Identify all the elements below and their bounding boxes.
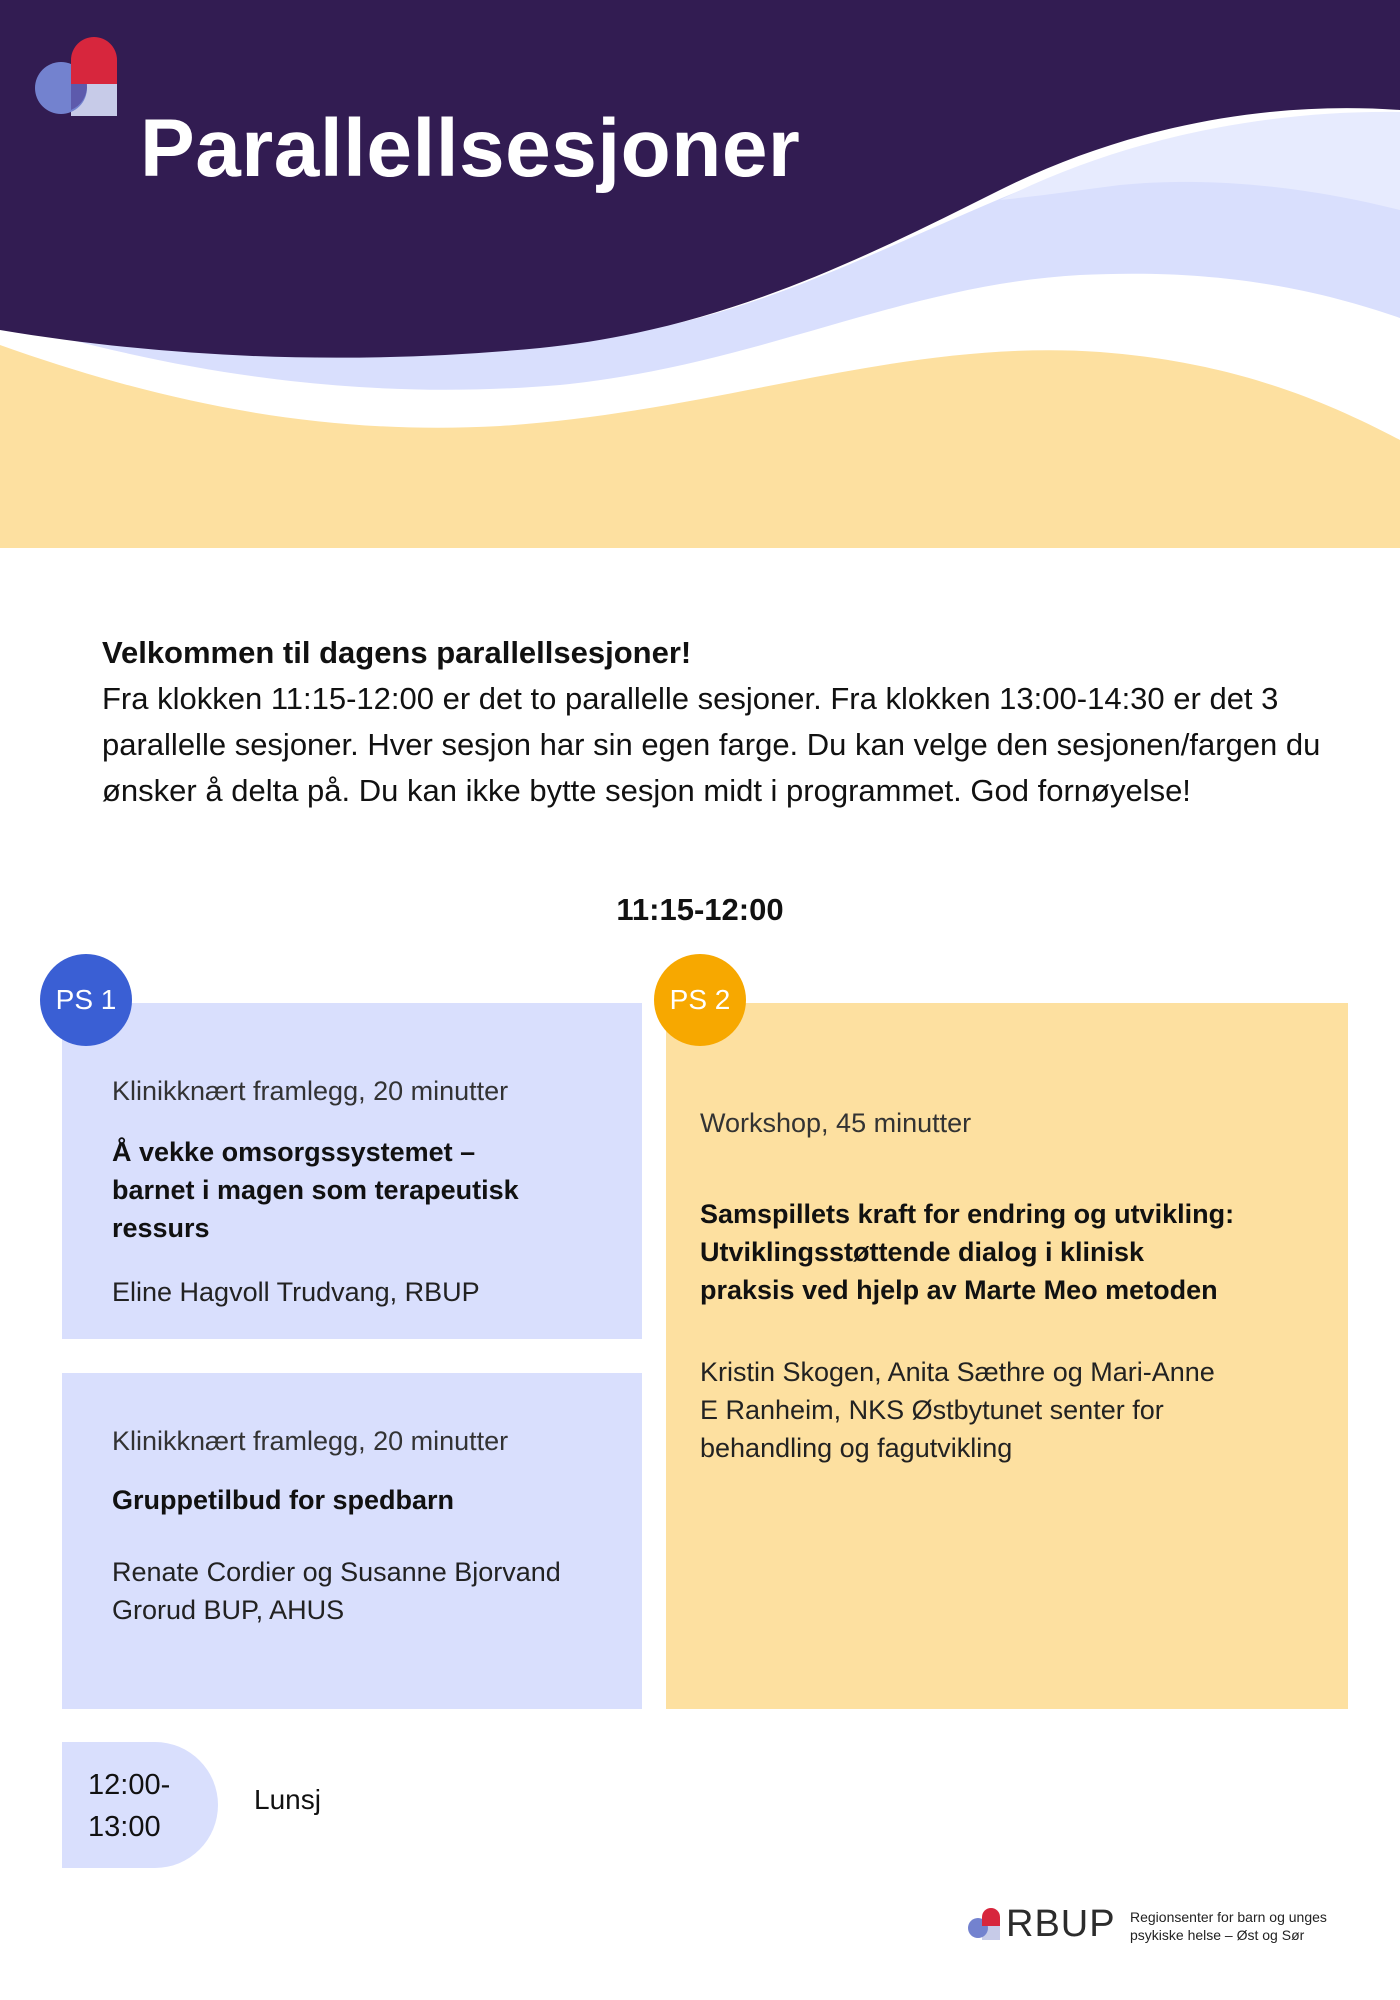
footer-tagline-line: psykiske helse – Øst og Sør xyxy=(1130,1927,1305,1943)
page-title: Parallellsesjoner xyxy=(140,103,801,194)
ps1-session-card-2 xyxy=(62,1373,642,1709)
lunch-label: Lunsj xyxy=(254,1784,321,1815)
rbup-footer-logo-icon xyxy=(968,1906,1000,1940)
header-wave-art xyxy=(0,0,1400,548)
session-title-line: Utviklingsstøttende dialog i klinisk xyxy=(700,1237,1145,1267)
intro-body: Fra klokken 11:15-12:00 er det to parallelle sesjoner. Fra klokken 13:00-14:30 er det 3 parallelle sesjoner. Hver sesjon har sin egen farge. Du kan velge den sesjonen/fargen du ønsker å delta på. Du kan ikke bytte sesjon midt i programmet. God fornøyelse! xyxy=(102,681,1321,808)
session-speaker-line: Renate Cordier og Susanne Bjorvand xyxy=(112,1557,561,1587)
session-type: Klinikknært framlegg, 20 minutter xyxy=(112,1426,509,1456)
session-type: Workshop, 45 minutter xyxy=(700,1108,972,1138)
intro-text xyxy=(102,630,1342,814)
session-speaker-line: E Ranheim, NKS Østbytunet senter for xyxy=(700,1395,1164,1425)
session-title-line: Samspillets kraft for endring og utvikling: xyxy=(700,1199,1235,1229)
ps1-session-card-1 xyxy=(62,1003,642,1339)
session-title-line: praksis ved hjelp av Marte Meo metoden xyxy=(700,1275,1218,1305)
lunch-time-line: 13:00 xyxy=(88,1811,161,1843)
ps2-session-card xyxy=(666,1003,1348,1709)
session-speaker-line: behandling og fagutvikling xyxy=(700,1433,1013,1463)
session-speaker-line: Grorud BUP, AHUS xyxy=(112,1595,345,1625)
session-speaker-line: Kristin Skogen, Anita Sæthre og Mari-Anne xyxy=(700,1357,1215,1387)
ps2-badge: PS 2 xyxy=(654,954,746,1046)
footer-tagline xyxy=(1130,1908,1370,1944)
session-speaker xyxy=(112,1553,632,1629)
ps1-badge: PS 1 xyxy=(40,954,132,1046)
session-title-line: ressurs xyxy=(112,1213,210,1243)
footer-brand-name: RBUP xyxy=(1006,1903,1116,1945)
lunch-time-line: 12:00- xyxy=(88,1769,171,1801)
rbup-logo-mark xyxy=(35,32,117,116)
session-type: Klinikknært framlegg, 20 minutter xyxy=(112,1076,509,1106)
session-speaker xyxy=(700,1353,1330,1467)
lunch-time xyxy=(88,1764,198,1848)
session-title xyxy=(112,1133,632,1247)
time-slot-heading: 11:15-12:00 xyxy=(616,892,784,927)
session-title xyxy=(700,1195,1330,1309)
session-title xyxy=(112,1481,632,1519)
session-speaker-line: Eline Hagvoll Trudvang, RBUP xyxy=(112,1277,480,1307)
session-speaker xyxy=(112,1273,632,1311)
session-title-line: Å vekke omsorgssystemet – xyxy=(112,1137,476,1167)
session-title-line: barnet i magen som terapeutisk xyxy=(112,1175,519,1205)
footer-tagline-line: Regionsenter for barn og unges xyxy=(1130,1909,1327,1925)
intro-heading: Velkommen til dagens parallellsesjoner! xyxy=(102,635,692,670)
session-title-line: Gruppetilbud for spedbarn xyxy=(112,1485,454,1515)
